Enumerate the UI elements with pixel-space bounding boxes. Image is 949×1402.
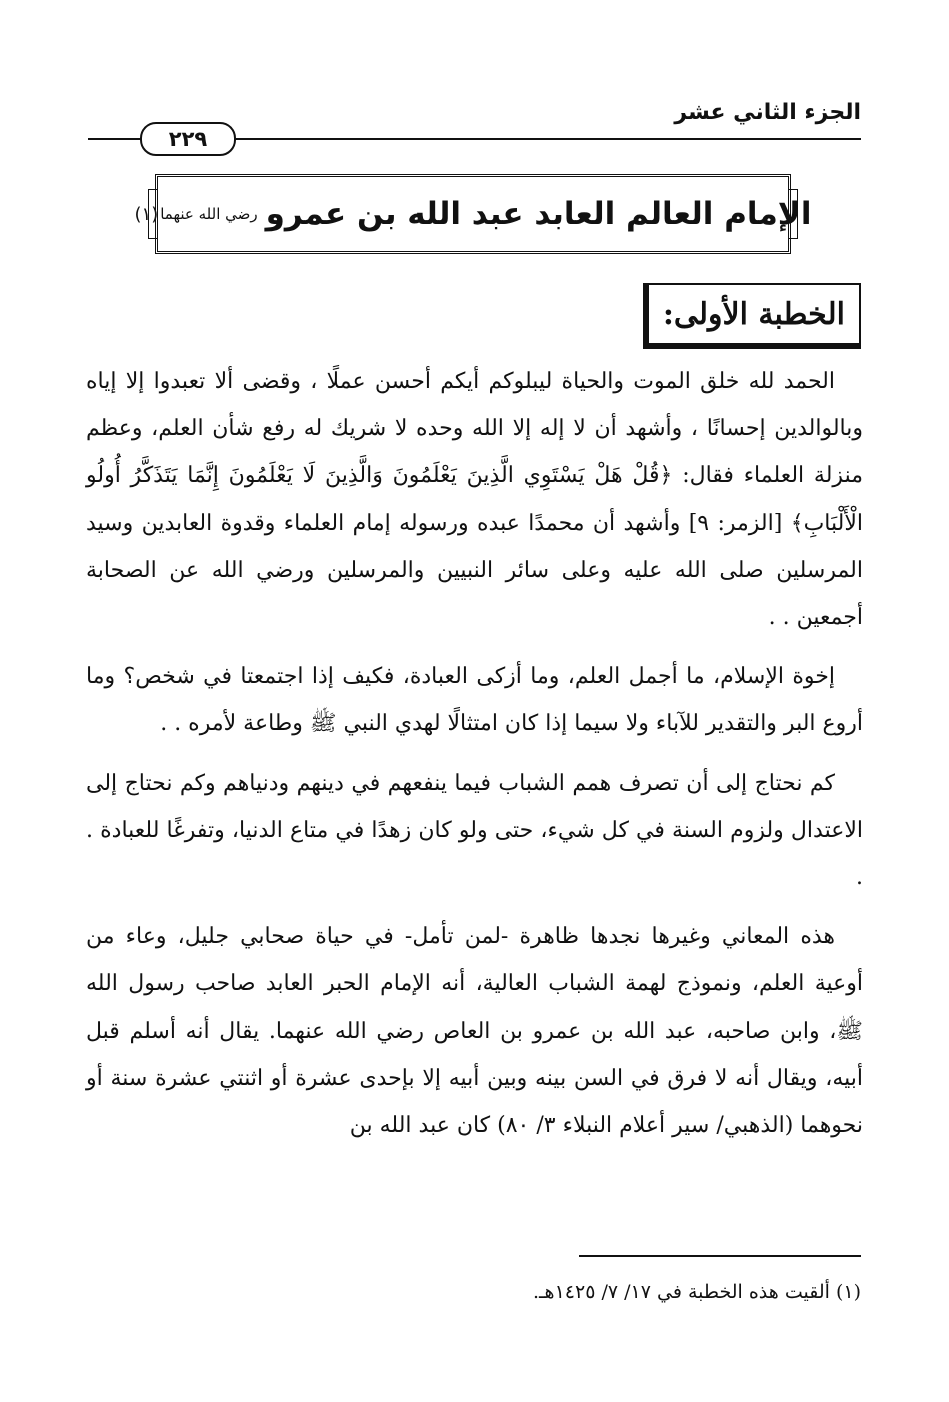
quran-reference: [الزمر: ٩]	[688, 510, 783, 536]
paragraph-1-rest: وأشهد أن محمدًا عبده ورسوله إمام العلماء وقدوة العابدين وسيد المرسلين صلى الله عليه وعلى سائر النبيين والمرسلين ورضي الله عن الصحابة أجمعين . .	[86, 510, 863, 631]
paragraph-1	[86, 358, 863, 641]
paragraph-4: هذه المعاني وغيرها نجدها ظاهرة -لمن تأمل- في حياة صحابي جليل، وعاء من أوعية العلم، ونموذج لهمة الشباب العالية، أنه الإمام الحبر العابد صاحب رسول الله ﷺ، وابن صاحبه، عبد الله بن عمرو بن العاص رضي الله عنهما. يقال أنه أسلم قبل أبيه، ويقال أنه لا فرق في السن بينه وبين أبيه إلا بإحدى عشرة أو اثنتي عشرة سنة أو نحوهما (الذهبي/ سير أعلام النبلاء ٣/ ٨٠) كان عبد الله بن	[86, 924, 863, 1139]
honorific: رضي الله عنهما	[160, 205, 258, 223]
footnote-rule	[579, 1255, 861, 1257]
running-head: الجزء الثاني عشر	[674, 100, 861, 125]
footnote-reference: (١)	[134, 203, 159, 225]
page-number: ٢٢٩	[140, 122, 236, 156]
paragraph-1-intro: الحمد لله خلق الموت والحياة ليبلوكم أيكم أحسن عملًا ، وقضى ألا تعبدوا إلا إياه وبالوالدين إحسانًا ، وأشهد أن لا إله إلا الله وحده لا شريك له رفع شأن العلم، وعظم منزلة العلماء فقال:	[86, 369, 863, 489]
section-heading: الخطبة الأولى:	[643, 283, 861, 349]
title-frame	[134, 174, 812, 254]
chapter-title	[134, 177, 812, 251]
footnote: (١) ألقيت هذه الخطبة في ١٧/ ٧/ ١٤٢٥هـ.	[532, 1281, 861, 1303]
paragraph-2: إخوة الإسلام، ما أجمل العلم، وما أزكى العبادة، فكيف إذا اجتمعتا في شخص؟ وما أروع البر والتقدير للآباء ولا سيما إذا كان امتثالًا لهدي النبي ﷺ وطاعة لأمره . .	[86, 664, 863, 737]
paragraph-3: كم نحتاج إلى أن تصرف همم الشباب فيما ينفعهم في دينهم ودنياهم وكم نحتاج إلى الاعتدال ولزوم السنة في كل شيء، حتى ولو كان زهدًا في متاع الدنيا، وتفرغًا للعبادة . .	[86, 770, 863, 891]
body-text	[86, 358, 863, 1149]
quran-verse: ﴿قُلْ هَلْ يَسْتَوِي الَّذِينَ يَعْلَمُونَ وَالَّذِينَ لَا يَعْلَمُونَ إِنَّمَا يَتَذَكَّرُ أُولُو الْأَلْبَابِ﴾	[86, 463, 863, 536]
chapter-title-text: الإمام العالم العابد عبد الله بن عمرو	[265, 196, 812, 232]
